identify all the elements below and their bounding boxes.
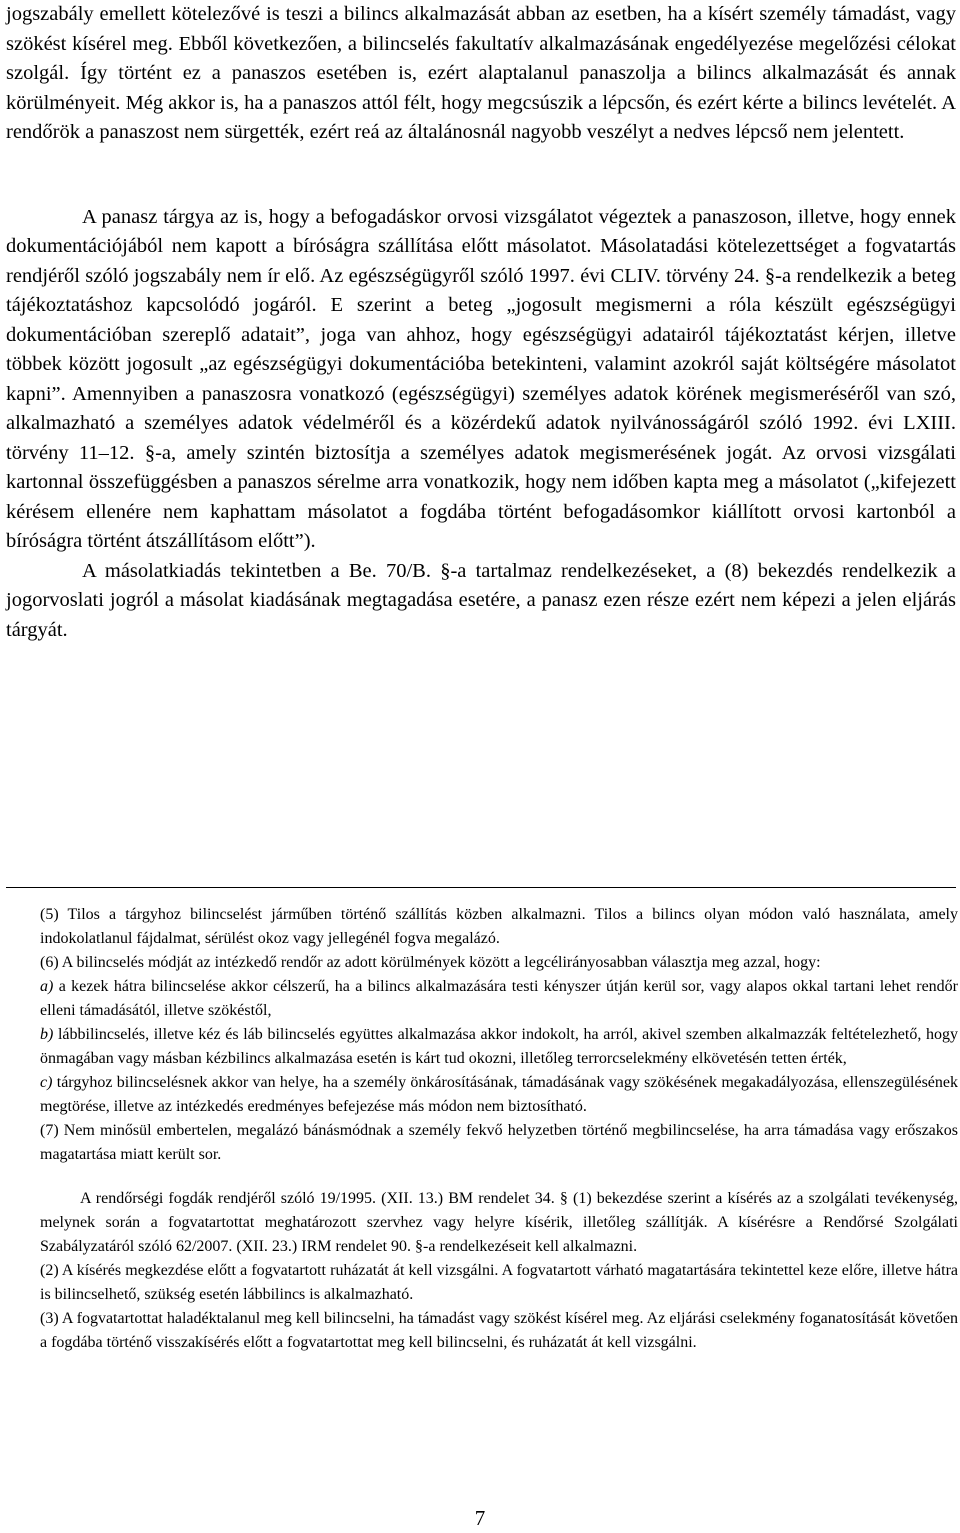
footnote-para-fogda-2: (2) A kísérés megkezdése előtt a fogvatartott ruházatát át kell vizsgálni. A fogvatartott várható magatartására tekintettel keze előre, illetve hátra is bilincselhető, szükség esetén lábbilincs is alkalmazható. [40, 1262, 958, 1303]
footnote-para-6b [40, 1023, 958, 1071]
item-letter-b: b) [40, 1026, 54, 1043]
footnote-para-fogda-3: (3) A fogvatartottat haladéktalanul meg kell bilincselni, ha támadást vagy szökést kísérel meg. Az eljárási cselekmény foganatosítását követően a fogdába történő visszakísérés előtt a fogvatartottat meg kell bilincselni, és ruházatát át kell vizsgálni. [40, 1310, 958, 1351]
footnote-para-6: (6) A bilincselés módját az intézkedő rendőr az adott körülmények között a legcélirányosabban választja meg azzal, hogy: [40, 954, 821, 971]
paragraph-2: A panasz tárgya az is, hogy a befogadáskor orvosi vizsgálatot végeztek a panaszoson, illetve, hogy ennek dokumentációjából nem kapott a bíróságra szállítása előtt másolatot. Másolatadási kötelezettséget a fogvatartás rendjéről szóló jogszabály nem ír elő. Az egészségügyről szóló 1997. évi CLIV. törvény 24. §-a rendelkezik a beteg tájékoztatáshoz kapcsolódó jogáról. E szerint a beteg „jogosult megismerni a róla készült egészségügyi dokumentációban szereplő adatait”, joga van ahhoz, hogy egészségügyi adatairól tájékoztatást kérjen, illetve többek között jogosult „az egészségügyi dokumentációba betekinteni, valamint azokról saját költségére másolatot kapni”. Amennyiben a panaszosra vonatkozó (egészségügyi) személyes adatok körének megismeréséről van szó, alkalmazható a személyes adatok védelméről és a közérdekű adatok nyilvánosságáról szóló 1992. évi LXIII. törvény 11–12. §-a, amely szintén biztosítja a személyes adatok megismerésének jogát. Az orvosi vizsgálati kartonnal összefüggésben a panaszos sérelme arra vonatkozik, hogy nem időben kapta meg a másolatot („kifejezett kérésem ellenére nem kaphattam másolatot a fogdába történt befogadásomkor kiállított orvosi kartonból a bíróságra történt átszállításom előtt”). [6, 205, 956, 552]
footnotes [40, 903, 958, 1355]
footnote-para-7: (7) Nem minősül embertelen, megalázó bánásmódnak a személy fekvő helyzetben történő megbilincselése, ha arra támadása vagy erőszakos magatartása miatt került sor. [40, 1122, 958, 1163]
item-letter-a: a) [40, 978, 54, 995]
footnote-para-6c [40, 1071, 958, 1119]
item-text-a: a kezek hátra bilincselése akkor célszerű, ha a bilincs alkalmazására testi kényszer útján kerül sor, vagy alapos okkal tartani lehet rendőr elleni támadásától, illetve szökéstől, [40, 978, 958, 1019]
footnote-para-6a [40, 975, 958, 1023]
footnote-para-5: (5) Tilos a tárgyhoz bilincselést járműben történő szállítás közben alkalmazni. Tilos a bilincs olyan módon való használata, amely indokolatlanul fájdalmat, sérülést okoz vagy jellegénél fogva megalázó. [40, 906, 958, 947]
paragraph-1: jogszabály emellett kötelezővé is teszi a bilincs alkalmazását abban az esetben, ha a kísért személy támadást, vagy szökést kísérel meg. Ebből következően, a bilincselés fakultatív alkalmazásának engedélyezése megelőzési célokat szolgál. Így történt ez a panaszos esetében is, ezért alaptalanul panaszolja a bilincs alkalmazását és annak körülményeit. Még akkor is, ha a panaszos attól félt, hogy megcsúszik a lépcsőn, és ezért kérte a bilincs levételét. A rendőrök a panaszost nem sürgették, ezért reá az általánosnál nagyobb veszélyt a nedves lépcső nem jelentett. [6, 3, 956, 143]
footnote-separator [6, 887, 956, 888]
item-letter-c: c) [40, 1074, 53, 1091]
footnote-para-fogda: A rendőrségi fogdák rendjéről szóló 19/1995. (XII. 13.) BM rendelet 34. § (1) bekezdése szerint a kísérés az a szolgálati tevékenység, melynek során a fogvatartottat meghatározott szervhez vagy helyre kísérik, illetőleg szállítják. A kísérésre a Rendőrsé Szolgálati Szabályzatáról szóló 62/2007. (XII. 23.) IRM rendelet 90. §-a rendelkezéseit kell alkalmazni. [40, 1190, 958, 1255]
item-text-c: tárgyhoz bilincselésnek akkor van helye, ha a személy önkárosításának, támadásának vagy szökésének megakadályozása, ellenszegülésének megtörése, illetve az intézkedés eredményes befejezése más módon nem biztosítható. [40, 1074, 958, 1115]
main-text [6, 0, 956, 645]
item-text-b: lábbilincselés, illetve kéz és láb bilincselés együttes alkalmazása akkor indokolt, ha arról, akivel szemben alkalmazzák feltételezhető, hogy önmagában vagy másban kézbilincs alkalmazása esetén is kárt tud okozni, illetőleg terrorcselekmény elkövetésén tetten érték, [40, 1026, 958, 1067]
page-number: 7 [474, 1506, 486, 1530]
paragraph-3: A másolatkiadás tekintetben a Be. 70/B. §-a tartalmaz rendelkezéseket, a (8) bekezdés rendelkezik a jogorvoslati jogról a másolat kiadásának megtagadása esetére, a panasz ezen része ezért nem képezi a jelen eljárás tárgyát. [6, 559, 956, 641]
